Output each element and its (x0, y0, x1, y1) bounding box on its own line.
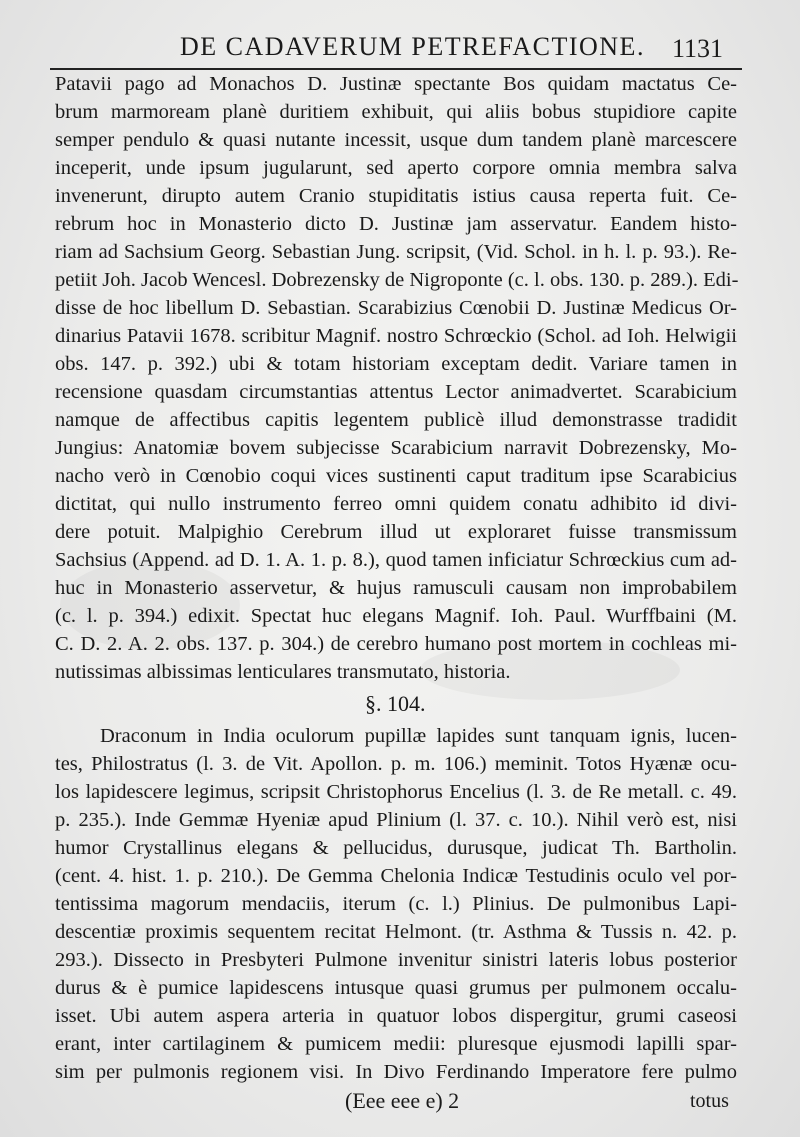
text-line: riam ad Sachsium Georg. Sebastian Jung. scripsit, (Vid. Schol. in h. l. p. 93.). Re- (55, 241, 737, 263)
text-line: tentissima magorum mendaciis, iterum (c. l.) Plinius. De pulmonibus Lapi- (55, 893, 737, 915)
running-title: DE CADAVERUM PETREFACTIONE. (180, 32, 645, 61)
text-line: rebrum hoc in Monasterio dicto D. Justinæ jam asservatur. Eandem histo- (55, 213, 737, 235)
text-line: sim per pulmonis regionem visi. In Divo Ferdinando Imperatore fere pulmo (55, 1061, 737, 1083)
text-line: p. 235.). Inde Gemmæ Hyeniæ apud Plinium (l. 37. c. 10.). Nihil verò est, nisi (55, 809, 737, 831)
text-line: (c. l. p. 394.) edixit. Spectat huc elegans Magnif. Ioh. Paul. Wurffbaini (M. (55, 605, 737, 627)
signature-mark: (Eee eee e) 2 (345, 1088, 460, 1113)
catchword: totus (690, 1090, 729, 1112)
text-line: tes, Philostratus (l. 3. de Vit. Apollon. p. m. 106.) meminit. Totos Hyænæ ocu- (55, 753, 737, 775)
section-number: §. 104. (365, 691, 426, 716)
text-line: dinarius Patavii 1678. scribitur Magnif. nostro Schrœckio (Schol. ad Ioh. Helwigii (55, 325, 737, 347)
text-line: Patavii pago ad Monachos D. Justinæ spectante Bos quidam mactatus Ce- (55, 73, 737, 95)
text-line: Jungius: Anatomiæ bovem subjecisse Scarabicium narravit Dobrezensky, Mo- (55, 437, 737, 459)
text-line: C. D. 2. A. 2. obs. 137. p. 304.) de cerebro humano post mortem in cochleas mi- (55, 633, 737, 655)
text-line: durus & è pumice lapidescens intusque quasi grumus per pulmonem occalu- (55, 977, 737, 999)
text-line: huc in Monasterio asservetur, & hujus ramusculi causam non improbabilem (55, 577, 737, 599)
text-line: nacho verò in Cœnobio coqui vices sustinenti caput traditum ipse Scarabicius (55, 465, 737, 487)
text-line: obs. 147. p. 392.) ubi & totam historiam exceptam dedit. Variare tamen in (55, 353, 737, 375)
text-line: brum marmoream planè duritiem exhibuit, qui aliis bobus stupidiore capite (55, 101, 737, 123)
text-line: semper pendulo & quasi nutante incessit, usque dum tandem planè marcescere (55, 129, 737, 151)
text-line: isset. Ubi autem aspera arteria in quatuor lobos dispergitur, grumi caseosi (55, 1005, 737, 1027)
text-line: (cent. 4. hist. 1. p. 210.). De Gemma Chelonia Indicæ Testudinis oculo vel por- (55, 865, 737, 887)
text-line: recensione quasdam circumstantias attentus Lector animadvertet. Scarabicium (55, 381, 737, 403)
text-line: 293.). Dissecto in Presbyteri Pulmone invenitur sinistri lateris lobus posterior (55, 949, 737, 971)
text-line: petiit Joh. Jacob Wencesl. Dobrezensky de Nigroponte (c. l. obs. 130. p. 289.). Edi- (55, 269, 739, 291)
page-number: 1131 (672, 34, 724, 63)
text-line: namque de affectibus capitis legentem publicè illud demonstrasse tradidit (55, 409, 737, 431)
text-line: disse de hoc libellum D. Sebastian. Scarabizius Cœnobii D. Justinæ Medicus Or- (55, 297, 737, 319)
text-line: humor Crystallinus elegans & pellucidus, durusque, judicat Th. Bartholin. (55, 837, 737, 859)
text-line: los lapidescere legimus, scripsit Christophorus Encelius (l. 3. de Re metall. c. 49. (55, 781, 737, 803)
text-line: erant, inter cartilaginem & pumicem medii: pluresque ejusmodi lapilli spar- (55, 1033, 737, 1055)
text-line: Draconum in India oculorum pupillæ lapides sunt tanquam ignis, lucen- (100, 725, 737, 747)
text-line: invenerunt, dirupto autem Cranio stupiditatis istius causa reperta fuit. Ce- (55, 185, 737, 207)
text-line: dere potuit. Malpighio Cerebrum illud ut exploraret fuisse transmissum (55, 521, 737, 543)
text-line: Sachsius (Append. ad D. 1. A. 1. p. 8.), quod tamen inficiatur Schrœckius cum ad- (55, 549, 737, 571)
text-line: descentiæ proximis sequentem recitat Helmont. (tr. Asthma & Tussis n. 42. p. (55, 921, 737, 943)
text-line: nutissimas albissimas lenticulares transmutato, historia. (55, 661, 511, 683)
text-line: dictitat, qui nullo instrumento ferreo omni quidem conatu adhibito id divi- (55, 493, 737, 515)
text-line: inceperit, unde ipsum jugularunt, sed aperto corpore omnia membra salva (55, 157, 737, 179)
